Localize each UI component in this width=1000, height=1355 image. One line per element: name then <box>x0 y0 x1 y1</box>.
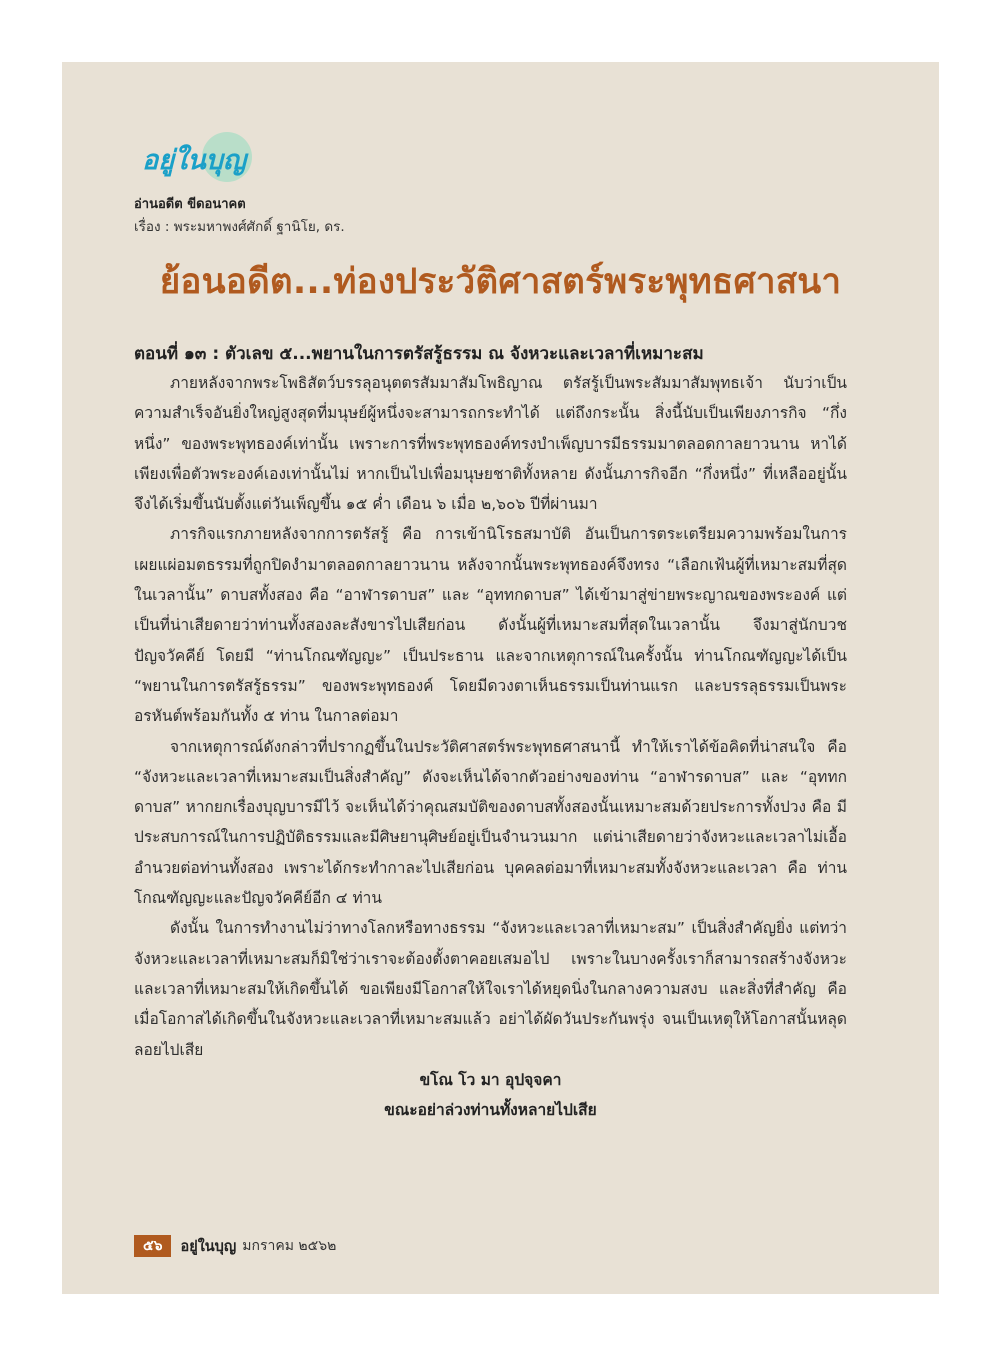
section-kicker: อ่านอดีต ขีดอนาคต <box>134 197 246 212</box>
paragraph: ภายหลังจากพระโพธิสัตว์บรรลุอนุตตรสัมมาสัมโพธิญาณ ตรัสรู้เป็นพระสัมมาสัมพุทธเจ้า นับว่าเป็นความสำเร็จอันยิ่งใหญ่สูงสุดที่มนุษย์ผู้หนึ่งจะสามารถกระทำได้ แต่ถึงกระนั้น สิ่งนี้นับเป็นเพียงภารกิจ “กึ่งหนึ่ง” ของพระพุทธองค์เท่านั้น เพราะการที่พระพุทธองค์ทรงบำเพ็ญบารมีธรรมมาตลอดกาลยาวนาน หาได้เพียงเพื่อตัวพระองค์เองเท่านั้นไม่ หากเป็นไปเพื่อมนุษยชาติทั้งหลาย ดังนั้นภารกิจอีก “กึ่งหนึ่ง” ที่เหลืออยู่นั้น จึงได้เริ่มขึ้นนับตั้งแต่วันเพ็ญขึ้น ๑๕ ค่ำ เดือน ๖ เมื่อ ๒,๖๐๖ ปีที่ผ่านมา <box>134 374 847 514</box>
article-body <box>134 368 847 1125</box>
closing-pali-verse: ขโณ โว มา อุปจฺจคา <box>419 1070 562 1089</box>
article-title: ย้อนอดีต...ท่องประวัติศาสตร์พระพุทธศาสนา <box>159 262 842 302</box>
author-byline: เรื่อง : พระมหาพงศ์ศักดิ์ ฐานิโย, ดร. <box>134 219 345 235</box>
logo-text: อยู่ในบุญ <box>142 145 246 176</box>
magazine-name: อยู่ในบุญ <box>180 1238 237 1255</box>
closing-translation: ขณะอย่าล่วงท่านทั้งหลายไปเสีย <box>384 1100 597 1119</box>
paragraph: ภารกิจแรกภายหลังจากการตรัสรู้ คือ การเข้านิโรธสมาบัติ อันเป็นการตระเตรียมความพร้อมในการเผยแผ่อมตธรรมที่ถูกปิดงำมาตลอดกาลยาวนาน หลังจากนั้นพระพุทธองค์จึงทรง “เลือกเฟ้นผู้ที่เหมาะสมที่สุดในเวลานั้น” ดาบสทั้งสอง คือ “อาฬารดาบส” และ “อุททกดาบส” ได้เข้ามาสู่ข่ายพระญาณของพระองค์ แต่เป็นที่น่าเสียดายว่าท่านทั้งสองละสังขารไปเสียก่อน ดังนั้นผู้ที่เหมาะสมที่สุดในเวลานั้น จึงมาสู่นักบวชปัญจวัคคีย์ โดยมี “ท่านโกณฑัญญะ” เป็นประธาน และจากเหตุการณ์ในครั้งนั้น ท่านโกณฑัญญะได้เป็น “พยานในการตรัสรู้ธรรม” ของพระพุทธองค์ โดยมีดวงตาเห็นธรรมเป็นท่านแรก และบรรลุธรรมเป็นพระอรหันต์พร้อมกันทั้ง ๕ ท่าน ในกาลต่อมา <box>134 525 847 726</box>
paragraph: จากเหตุการณ์ดังกล่าวที่ปรากฏขึ้นในประวัติศาสตร์พระพุทธศาสนานี้ ทำให้เราได้ข้อคิดที่น่าสนใจ คือ “จังหวะและเวลาที่เหมาะสมเป็นสิ่งสำคัญ” ดังจะเห็นได้จากตัวอย่างของท่าน “อาฬารดาบส” และ “อุททกดาบส” หากยกเรื่องบุญบารมีไว้ จะเห็นได้ว่าคุณสมบัติของดาบสทั้งสองนั้นเหมาะสมด้วยประการทั้งปวง คือ มีประสบการณ์ในการปฏิบัติธรรมและมีศิษยานุศิษย์อยู่เป็นจำนวนมาก แต่น่าเสียดายว่าจังหวะและเวลาไม่เอื้ออำนวยต่อท่านทั้งสอง เพราะได้กระทำกาละไปเสียก่อน บุคคลต่อมาที่เหมาะสมทั้งจังหวะและเวลา คือ ท่านโกณฑัญญะและปัญจวัคคีย์อีก ๔ ท่าน <box>134 737 847 908</box>
page-footer <box>134 1235 336 1257</box>
paragraph: ดังนั้น ในการทำงานไม่ว่าทางโลกหรือทางธรรม “จังหวะและเวลาที่เหมาะสม” เป็นสิ่งสำคัญยิ่ง แต่ทว่าจังหวะและเวลาที่เหมาะสมก็มิใช่ว่าเราจะต้องตั้งตาคอยเสมอไป เพราะในบางครั้งเราก็สามารถสร้างจังหวะและเวลาที่เหมาะสมให้เกิดขึ้นได้ ขอเพียงมีโอกาสให้ใจเราได้หยุดนิ่งในกลางความสงบ และสิ่งที่สำคัญ คือ เมื่อโอกาสได้เกิดขึ้นในจังหวะและเวลาที่เหมาะสมแล้ว อย่าได้ผัดวันประกันพรุ่ง จนเป็นเหตุให้โอกาสนั้นหลุดลอยไปเสีย <box>134 919 847 1059</box>
article-subtitle: ตอนที่ ๑๓ : ตัวเลข ๕...พยานในการตรัสรู้ธรรม ณ จังหวะและเวลาที่เหมาะสม <box>134 344 704 364</box>
page-number: ๕๖ <box>134 1235 171 1257</box>
magazine-logo <box>134 132 264 184</box>
magazine-page <box>62 62 939 1294</box>
issue-date: มกราคม ๒๕๖๒ <box>242 1238 337 1254</box>
